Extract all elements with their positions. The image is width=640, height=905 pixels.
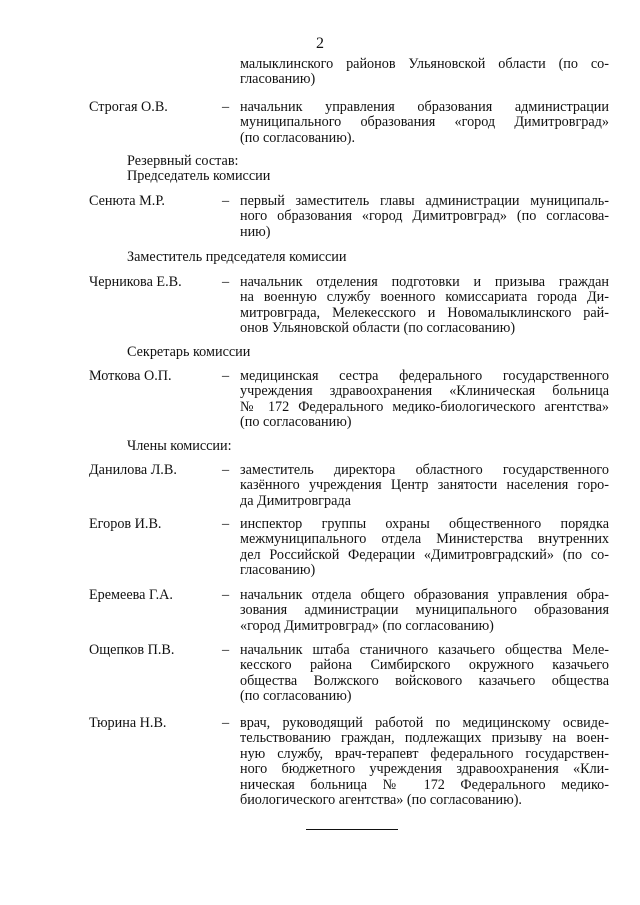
- desc-line: нию): [240, 223, 271, 240]
- position-description: [240, 100, 609, 146]
- dash: –: [222, 462, 230, 478]
- desc-line: учреждения здравоохранения «Клиническая больница: [240, 383, 609, 400]
- position-description: [240, 588, 609, 634]
- desc-line: да Димитровграда: [240, 492, 351, 509]
- desc-line: кесского района Симбирского окружного казачьего: [240, 657, 609, 674]
- desc-line: медицинская сестра федерального государственного: [240, 368, 609, 384]
- position-description: [240, 716, 609, 808]
- dash: –: [222, 715, 230, 731]
- desc-line: начальник штаба станичного казачьего общества Меле-: [240, 642, 609, 658]
- desc-line: инспектор группы охраны общественного порядка: [240, 516, 609, 532]
- dash: –: [222, 587, 230, 603]
- position-description: [240, 463, 609, 509]
- deputy-heading: Заместитель председателя комиссии: [127, 249, 347, 265]
- desc-line: митровграда, Мелекесского и Новомалыклинского рай-: [240, 304, 609, 321]
- desc-line: межмуниципального отдела Министерства внутренних: [240, 531, 609, 548]
- desc-line: муниципального образования «город Димитровград»: [240, 114, 609, 131]
- person-name: Черникова Е.В.: [89, 274, 182, 290]
- desc-line: онов Ульяновской области (по согласованию): [240, 320, 516, 337]
- desc-line: ного бюджетного учреждения здравоохранения «Кли-: [240, 761, 609, 778]
- desc-line: общества Волжского войскового казачьего общества: [240, 672, 609, 689]
- secretary-heading: Секретарь комиссии: [127, 344, 251, 360]
- person-name: Данилова Л.В.: [89, 462, 177, 478]
- desc-line: ного образования «город Димитровград» (по согласова-: [240, 208, 609, 225]
- closing-rule: [306, 829, 398, 830]
- dash: –: [222, 274, 230, 290]
- desc-line: ную службу, врач-терапевт федерального государствен-: [240, 745, 609, 762]
- person-name: Тюрина Н.В.: [89, 715, 167, 731]
- dash: –: [222, 368, 230, 384]
- position-description: [240, 643, 609, 705]
- position-description: [240, 369, 609, 431]
- desc-line: начальник отдела общего образования управления обра-: [240, 587, 609, 603]
- position-description: [240, 517, 609, 579]
- person-name: Строгая О.В.: [89, 99, 168, 115]
- desc-line: казённого учреждения Центр занятости населения горо-: [240, 477, 609, 494]
- desc-line: «город Димитровград» (по согласованию): [240, 617, 494, 634]
- desc-line: биологического агентства» (по согласованию).: [240, 792, 522, 809]
- dash: –: [222, 516, 230, 532]
- desc-line: зования администрации муниципального образования: [240, 602, 609, 619]
- person-name: Егоров И.В.: [89, 516, 162, 532]
- desc-line: (по согласованию).: [240, 129, 356, 146]
- page-number: 2: [316, 35, 324, 52]
- desc-line: на военную службу военного комиссариата города Ди-: [240, 289, 609, 306]
- chair-heading: Председатель комиссии: [127, 168, 271, 184]
- desc-line: ническая больница № 172 Федерального медико-: [240, 776, 609, 793]
- desc-line: врач, руководящий работой по медицинскому освиде-: [240, 715, 609, 731]
- desc-line: № 172 Федерального медико-биологического агентства»: [240, 398, 609, 415]
- person-name: Сенюта М.Р.: [89, 193, 165, 209]
- dash: –: [222, 99, 230, 115]
- position-description: [240, 275, 609, 337]
- dash: –: [222, 193, 230, 209]
- members-heading: Члены комиссии:: [127, 438, 232, 454]
- person-name: Еремеева Г.А.: [89, 587, 173, 603]
- desc-line: гласованию): [240, 71, 316, 88]
- person-name: Ощепков П.В.: [89, 642, 175, 658]
- desc-line: тельствованию граждан, подлежащих призыву на воен-: [240, 730, 609, 747]
- desc-line: начальник управления образования администрации: [240, 99, 609, 115]
- desc-line: гласованию): [240, 562, 316, 579]
- desc-line: первый заместитель главы администрации муниципаль-: [240, 193, 609, 209]
- person-name: Моткова О.П.: [89, 368, 172, 384]
- dash: –: [222, 642, 230, 658]
- position-description: [240, 194, 609, 240]
- reserve-heading: Резервный состав:: [127, 153, 239, 169]
- desc-line: начальник отделения подготовки и призыва граждан: [240, 274, 609, 290]
- desc-line: малыклинского районов Ульяновской области (по со-: [240, 56, 609, 72]
- desc-line: (по согласованию): [240, 414, 352, 431]
- desc-line: заместитель директора областного государственного: [240, 462, 609, 478]
- continuation-text: [240, 57, 609, 88]
- desc-line: (по согласованию): [240, 688, 352, 705]
- desc-line: дел Российской Федерации «Димитровградский» (по со-: [240, 546, 609, 563]
